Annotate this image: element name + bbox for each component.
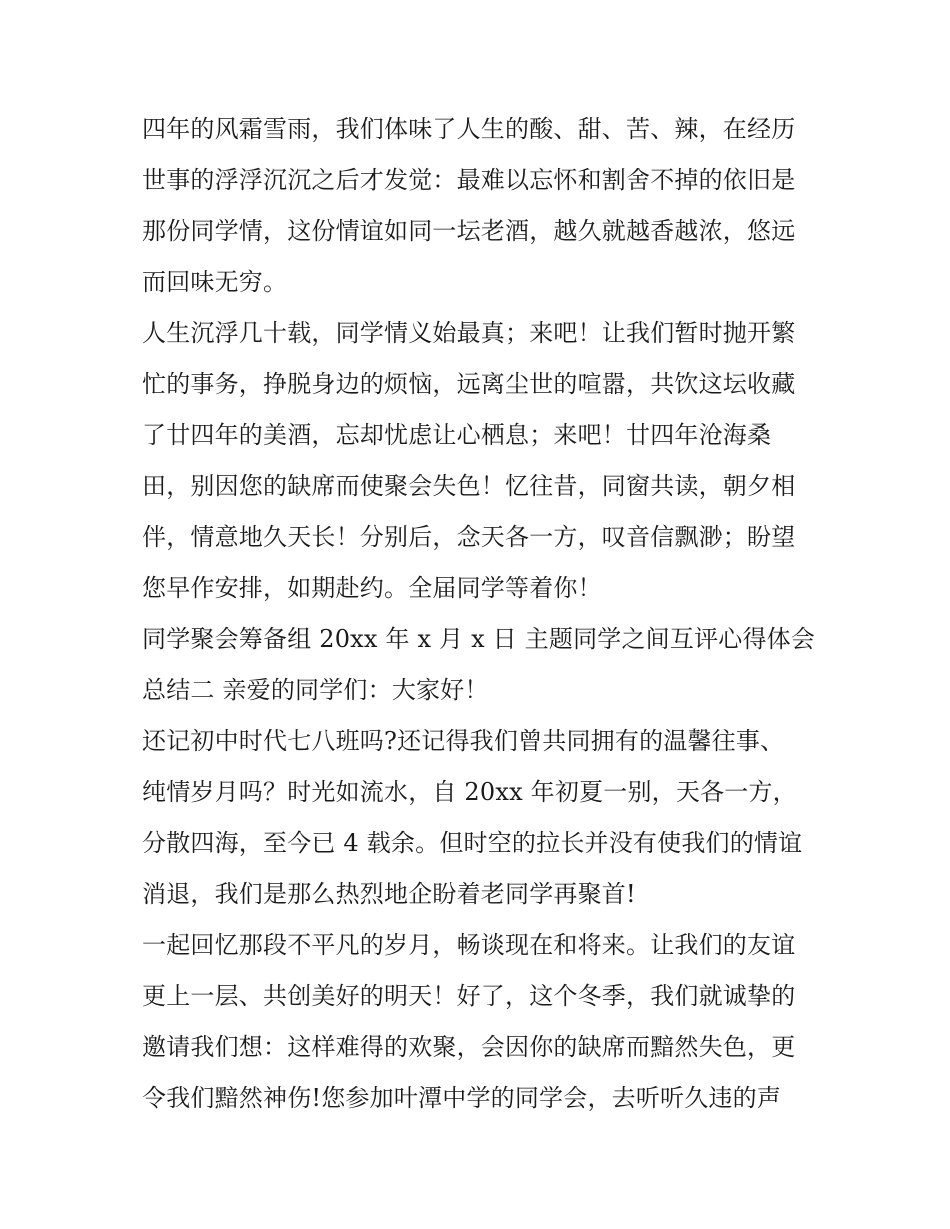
text-line: 忙的事务，挣脱身边的烦恼，远离尘世的喧嚣，共饮这坛收藏 (142, 370, 796, 398)
text-line: 总结二 亲爱的同学们：大家好！ (142, 676, 489, 704)
text-line: 田，别因您的缺席而使聚会失色！忆往昔，同窗共读，朝夕相 (142, 472, 796, 500)
text-line: 消退，我们是那么热烈地企盼着老同学再聚首! (142, 880, 636, 908)
text-line: 还记初中时代七八班吗?还记得我们曾共同拥有的温馨往事、 (142, 727, 785, 755)
text-line: 四年的风霜雪雨，我们体味了人生的酸、甜、苦、辣，在经历 (142, 115, 796, 143)
text-line: 伴，情意地久天长！分别后，念天各一方，叹音信飘渺；盼望 (142, 523, 796, 551)
text-line: 一起回忆那段不平凡的岁月，畅谈现在和将来。让我们的友谊 (142, 931, 796, 959)
text-line: 那份同学情，这份情谊如同一坛老酒，越久就越香越浓，悠远 (142, 217, 796, 245)
text-line: 邀请我们想：这样难得的欢聚，会因你的缺席而黯然失色，更 (142, 1033, 796, 1061)
text-line: 更上一层、共创美好的明天！好了，这个冬季，我们就诚挚的 (142, 982, 796, 1010)
text-line: 了廿四年的美酒，忘却忧虑让心栖息；来吧！廿四年沧海桑 (142, 421, 772, 449)
text-line: 同学聚会筹备组 20xx 年 x 月 x 日 主题同学之间互评心得体会 (142, 625, 816, 653)
text-line: 纯情岁月吗？时光如流水，自 20xx 年初夏一别，天各一方， (142, 778, 797, 806)
text-line: 而回味无穷。 (142, 268, 288, 296)
text-line: 分散四海，至今已 4 载余。但时空的拉长并没有使我们的情谊 (142, 829, 803, 857)
text-line: 世事的浮浮沉沉之后才发觉：最难以忘怀和割舍不掉的依旧是 (142, 166, 796, 194)
document-body (142, 104, 822, 1124)
text-line: 令我们黯然神伤!您参加叶潭中学的同学会，去听听久违的声 (142, 1084, 782, 1112)
text-line: 人生沉浮几十载，同学情义始最真；来吧！让我们暂时抛开繁 (142, 319, 796, 347)
text-line: 您早作安排，如期赴约。全届同学等着你！ (142, 574, 602, 602)
